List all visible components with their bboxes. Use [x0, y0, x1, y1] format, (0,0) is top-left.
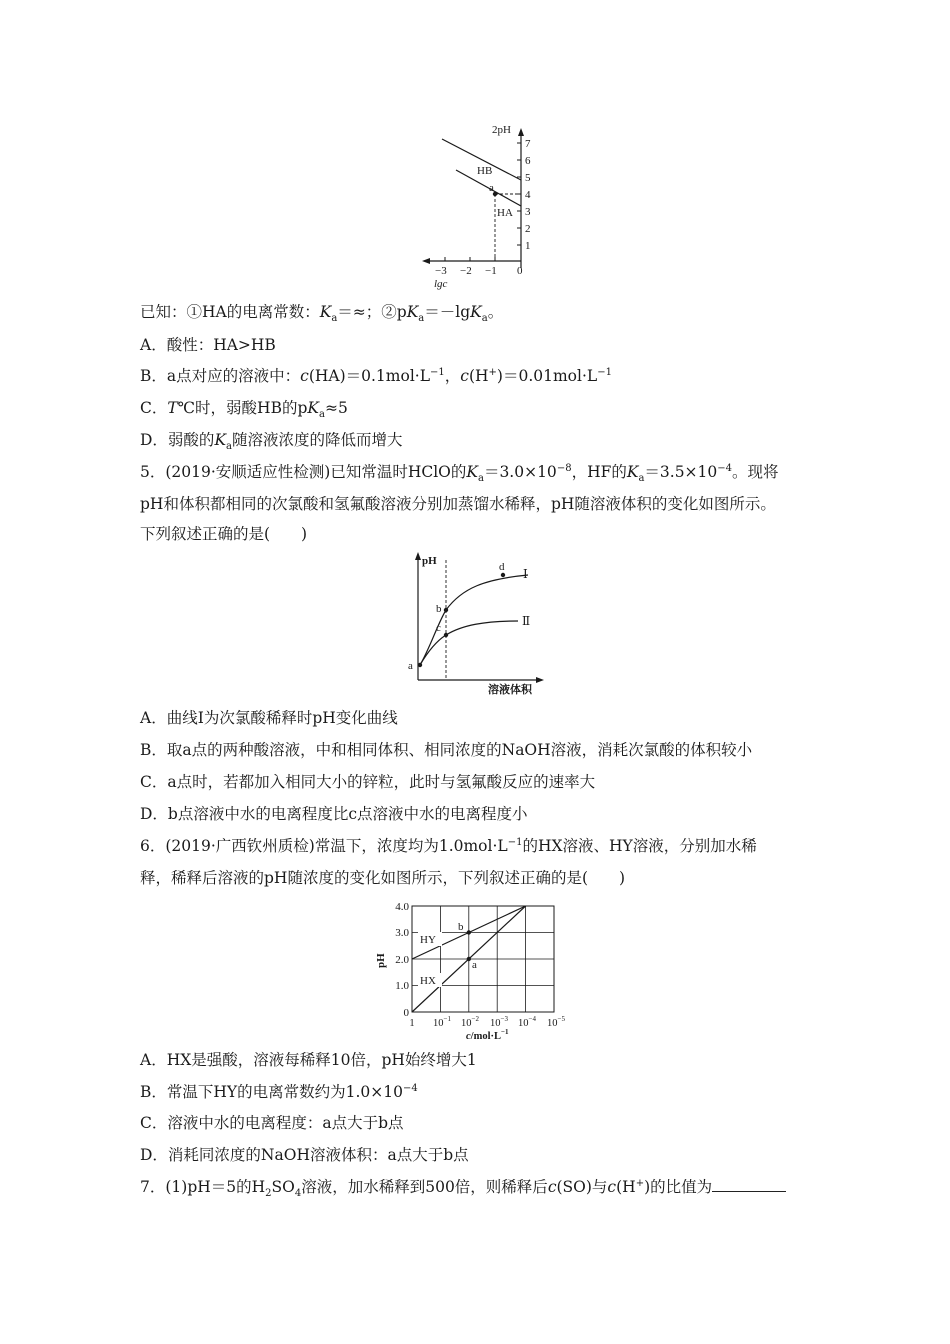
q5-option-a: A．曲线Ⅰ为次氯酸稀释时pH变化曲线	[140, 709, 398, 727]
ha-label: HA	[497, 207, 513, 219]
q6-option-b: B．常温下HY的电离常数约为$1.0\times 10^{-4}$	[140, 1082, 418, 1101]
y-tick-1: 1	[525, 240, 531, 252]
y-tick-1: 1.0	[395, 980, 409, 992]
x-axis-label: 溶液体积	[488, 684, 532, 696]
grid-lines	[412, 906, 554, 1012]
y-tick-4: 4.0	[395, 901, 409, 913]
y-tick-2: 2.0	[395, 954, 409, 966]
figure-3-ph-concentration	[366, 896, 576, 1042]
y-axis-label: pH	[422, 555, 437, 567]
y-tick-4: 4	[525, 189, 531, 201]
q6-option-a: A．HX是强酸，溶液每稀释10倍，pH始终增大1	[140, 1051, 477, 1069]
x-tick-10-5: $10^{-5}$	[547, 1015, 565, 1029]
curve-I-label: Ⅰ	[523, 567, 528, 581]
y-axis-label: pH	[375, 953, 387, 968]
point-c	[444, 633, 448, 637]
curve-I	[420, 575, 531, 665]
y-tick-6: 6	[525, 155, 531, 167]
x-tick-0: 0	[517, 265, 523, 277]
q5-option-d: D．b点溶液中水的电离程度比c点溶液中水的电离程度小	[140, 805, 528, 823]
q5-stem-line1: 5．(2019·安顺适应性检测)已知常温时HClO的$K_a=3.0\times 10^{-8}$，HF的$K_a=3.5\times 10^{-4}$。现将	[140, 462, 779, 485]
x-tick-10-1: $10^{-1}$	[433, 1015, 451, 1029]
q6-option-d: D．消耗同浓度的NaOH溶液体积：a点大于b点	[140, 1146, 469, 1164]
x-tick-10-3: $10^{-3}$	[490, 1015, 508, 1029]
y-tick-2: 2	[525, 223, 531, 235]
x-axis-label: lgc	[434, 278, 448, 290]
y-tick-0: 0	[403, 1007, 409, 1019]
y-axis-arrow	[518, 128, 524, 136]
y-axis-label: 2pH	[492, 124, 511, 136]
x-tick-10-4: $10^{-4}$	[518, 1015, 536, 1029]
q6-option-c: C．溶液中水的电离程度：a点大于b点	[140, 1114, 404, 1132]
q6-stem-line1: 6．(2019·广西钦州质检)常温下，浓度均为$1.0mol\cdot L^{-1}$的HX溶液、HY溶液，分别加水稀	[140, 836, 757, 855]
x-tick-neg3: −3	[435, 265, 447, 277]
x-tick-neg1: −1	[485, 265, 497, 277]
point-c-label: c	[436, 622, 441, 634]
x-axis-label: $c/mol\cdot L^{-1}$	[466, 1028, 509, 1042]
point-d	[501, 573, 505, 577]
y-tick-7: 7	[525, 138, 531, 150]
q5-option-b: B．取a点的两种酸溶液，中和相同体积、相同浓度的NaOH溶液，消耗次氯酸的体积较小	[140, 741, 753, 759]
curve-II	[420, 621, 518, 665]
hx-label: HX	[420, 975, 436, 987]
q5-stem-line2: pH和体积都相同的次氯酸和氢氟酸溶液分别加蒸馏水稀释，pH随溶液体积的变化如图所示。	[140, 495, 776, 513]
q6-stem-line2: 释，稀释后溶液的pH随浓度的变化如图所示，下列叙述正确的是( )	[140, 869, 626, 887]
x-axis-arrow	[422, 258, 430, 264]
point-d-label: d	[499, 561, 505, 573]
hb-label: HB	[477, 165, 493, 177]
x-axis-arrow	[536, 677, 544, 683]
q4-option-a: A．酸性：HA>HB	[140, 336, 276, 354]
x-tick-10-2: $10^{-2}$	[461, 1015, 479, 1029]
q7-line1: 7．(1)pH＝5的$H_2SO_4$溶液，加水稀释到500倍，则稀释后c(SO)与c(H+)的比值为	[140, 1177, 786, 1197]
point-a-label: a	[472, 959, 477, 971]
x-tick-1: 1	[409, 1018, 415, 1029]
figure-1-lgc-2ph	[420, 118, 560, 293]
y-tick-5: 5	[525, 172, 531, 184]
q4-option-b: B．a点对应的溶液中：$c(HA)=0.1mol\cdot L^{-1}$，$c(H^+)=0.01mol\cdot L^{-1}$	[140, 366, 612, 385]
q4-known: 已知：①HA的电离常数：$K_a=\approx$；$②pK_a=-\lg K_a$。	[140, 303, 504, 325]
y-tick-3: 3	[525, 206, 531, 218]
point-a-label: a	[489, 182, 494, 194]
q4-option-c: C．T℃时，弱酸HB的$pK_a\approx 5$	[140, 399, 348, 421]
figure-2-ph-volume	[400, 548, 550, 700]
point-a	[418, 663, 422, 667]
y-tick-3: 3.0	[395, 927, 409, 939]
point-a	[467, 957, 471, 961]
q5-stem-line3: 下列叙述正确的是( )	[140, 525, 308, 543]
point-b-label: b	[458, 921, 464, 933]
point-a-label: a	[408, 660, 413, 672]
x-tick-neg2: −2	[460, 265, 472, 277]
point-b	[444, 608, 448, 612]
point-b	[467, 930, 471, 934]
answer-blank[interactable]	[712, 1177, 786, 1192]
y-axis-arrow	[415, 552, 421, 560]
q4-option-d: D．弱酸的$K_a$随溶液浓度的降低而增大	[140, 431, 403, 453]
curve-II-label: Ⅱ	[522, 614, 531, 628]
hy-label: HY	[420, 934, 436, 946]
point-b-label: b	[436, 603, 442, 615]
q5-option-c: C．a点时，若都加入相同大小的锌粒，此时与氢氟酸反应的速率大	[140, 773, 596, 791]
